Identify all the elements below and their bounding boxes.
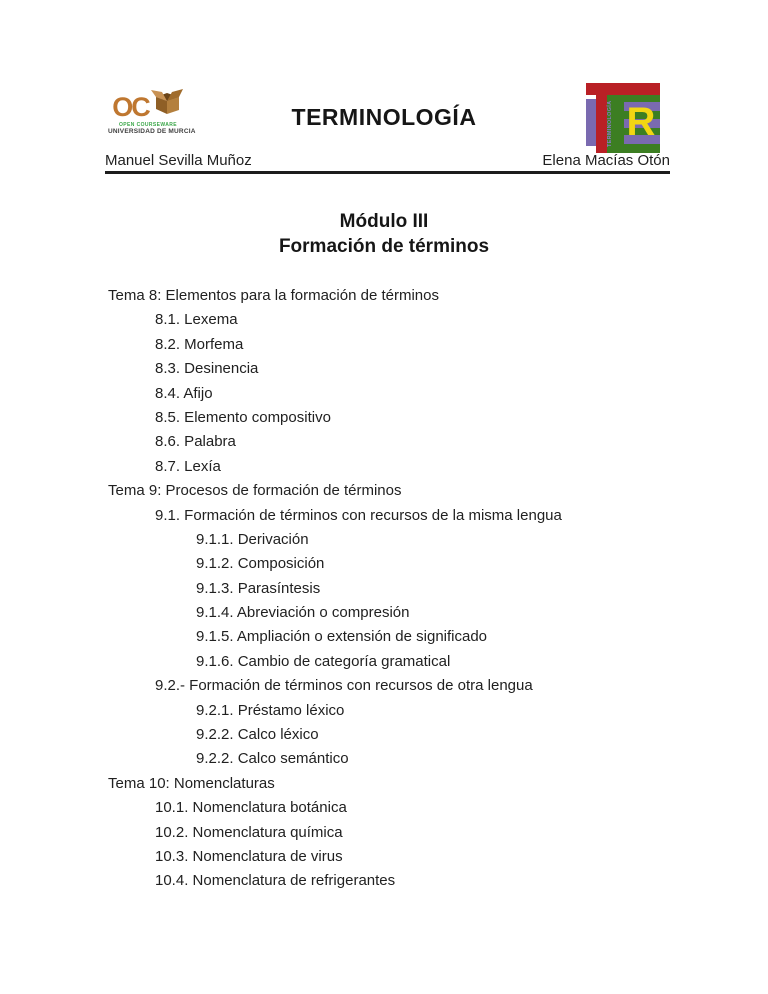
logo-purple-left-block — [586, 99, 596, 146]
toc-item: 9.1.5. Ampliación o extensión de significado — [196, 628, 488, 646]
toc-item: 10.4. Nomenclatura de refrigerantes — [155, 872, 396, 890]
author-right: Elena Macías Otón — [542, 152, 670, 169]
toc-item: 8.7. Lexía — [155, 457, 221, 475]
ocw-logo-text: OC — [112, 92, 149, 122]
module-heading — [0, 209, 768, 259]
logo-vertical-text: TERMINOLOGÍA — [607, 100, 613, 147]
page-title: TERMINOLOGÍA — [291, 104, 477, 130]
table-of-contents — [105, 284, 728, 894]
header-divider — [105, 171, 670, 174]
toc-item: 9.1.3. Parasíntesis — [196, 579, 321, 597]
toc-item: 8.2. Morfema — [155, 335, 244, 353]
toc-item: 9.1.1. Derivación — [196, 530, 309, 548]
toc-item: 9.1. Formación de términos con recursos de la misma lengua — [155, 506, 562, 524]
toc-item: 10.3. Nomenclatura de virus — [155, 847, 343, 865]
toc-item: 9.2.2. Calco semántico — [196, 750, 349, 768]
toc-item: 9.2.- Formación de términos con recursos de otra lengua — [155, 677, 533, 695]
toc-item: 8.5. Elemento compositivo — [155, 408, 331, 426]
ocw-opencourseware-label: OPEN COURSEWARE — [119, 122, 177, 128]
logo-red-stem — [596, 83, 607, 153]
toc-item: 9.1.4. Abreviación o compresión — [196, 604, 410, 622]
authors-row — [105, 152, 670, 169]
author-left: Manuel Sevilla Muñoz — [105, 152, 252, 169]
toc-item: Tema 9: Procesos de formación de términos — [108, 482, 402, 500]
toc-item: 10.1. Nomenclatura botánica — [155, 799, 347, 817]
toc-item: 9.1.6. Cambio de categoría gramatical — [196, 652, 451, 670]
toc-item: 10.2. Nomenclatura química — [155, 823, 343, 841]
toc-item: 9.2.1. Préstamo léxico — [196, 701, 345, 719]
logo-letter-r: R — [626, 100, 656, 144]
terminologia-logo — [586, 83, 660, 153]
toc-item: 9.1.2. Composición — [196, 555, 325, 573]
module-heading-line1: Módulo III — [339, 211, 429, 232]
toc-item: 9.2.2. Calco léxico — [196, 726, 319, 744]
toc-item: 8.6. Palabra — [155, 433, 236, 451]
toc-item: Tema 10: Nomenclaturas — [108, 774, 275, 792]
module-heading-line2: Formación de términos — [278, 236, 490, 257]
toc-item: 8.1. Lexema — [155, 311, 238, 329]
toc-item: 8.4. Afijo — [155, 384, 213, 402]
toc-item: 8.3. Desinencia — [155, 360, 259, 378]
toc-item: Tema 8: Elementos para la formación de términos — [108, 287, 439, 304]
ocw-university-label: UNIVERSIDAD DE MURCIA — [108, 128, 196, 135]
